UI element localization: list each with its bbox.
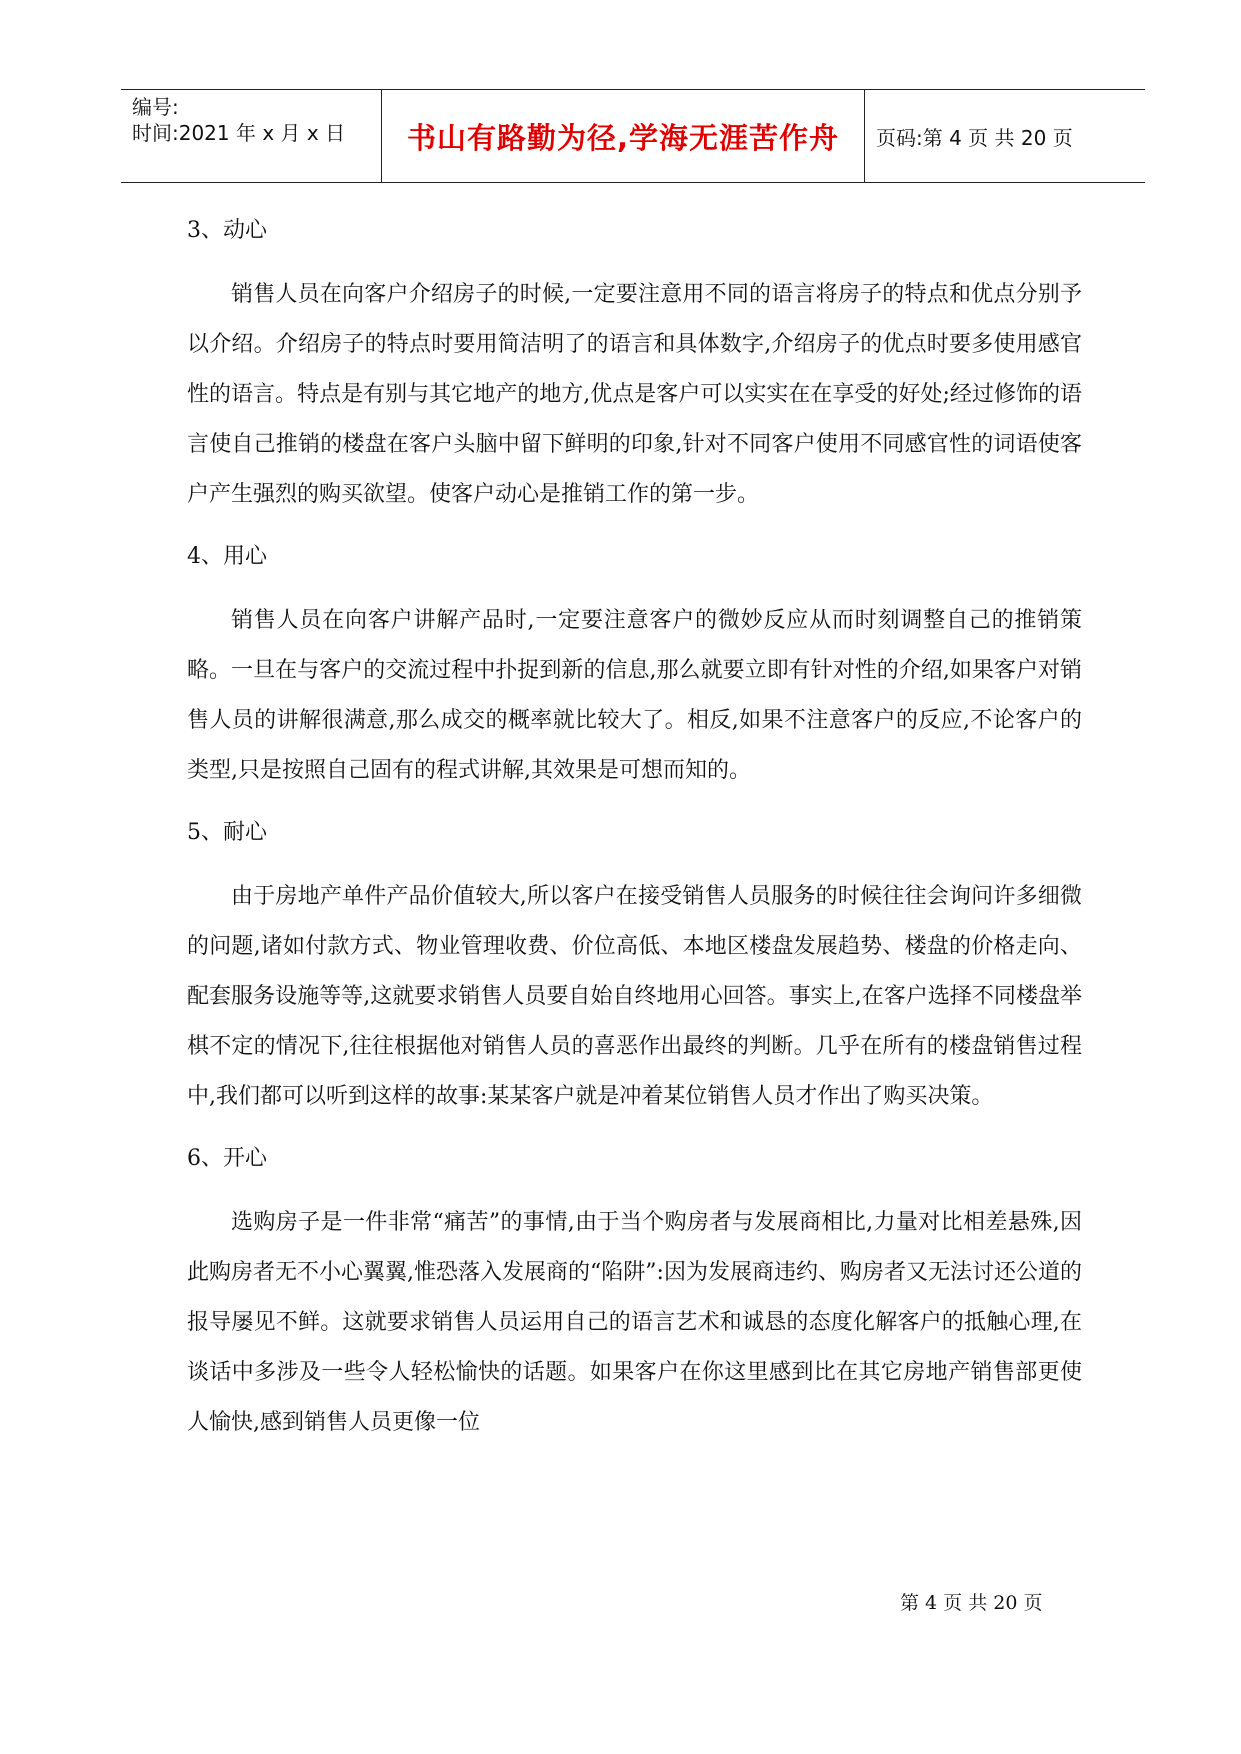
- section-paragraph: 由于房地产单件产品价值较大,所以客户在接受销售人员服务的时候往往会询问许多细微的问题,诸如付款方式、物业管理收费、价位高低、本地区楼盘发展趋势、楼盘的价格走向、配套服务设施等等,这就要求销售人员要自始自终地用心回答。事实上,在客户选择不同楼盘举棋不定的情况下,往往根据他对销售人员的喜恶作出最终的判断。几乎在所有的楼盘销售过程中,我们都可以听到这样的故事:某某客户就是冲着某位销售人员才作出了购买决策。: [187, 884, 1082, 1109]
- section-paragraph: 销售人员在向客户讲解产品时,一定要注意客户的微妙反应从而时刻调整自己的推销策略。一旦在与客户的交流过程中扑捉到新的信息,那么就要立即有针对性的介绍,如果客户对销售人员的讲解很满意,那么成交的概率就比较大了。相反,如果不注意客户的反应,不论客户的类型,只是按照自己固有的程式讲解,其效果是可想而知的。: [187, 608, 1082, 783]
- page-footer: 第 4 页 共 20 页: [900, 1592, 1043, 1614]
- document-header: [121, 89, 1145, 183]
- header-number-label: 编号:: [132, 95, 179, 119]
- section-paragraph: 销售人员在向客户介绍房子的时候,一定要注意用不同的语言将房子的特点和优点分别予以介绍。介绍房子的特点时要用简洁明了的语言和具体数字,介绍房子的优点时要多使用感官性的语言。特点是有别与其它地产的地方,优点是客户可以实实在在享受的好处;经过修饰的语言使自己推销的楼盘在客户头脑中留下鲜明的印象,针对不同客户使用不同感官性的词语使客户产生强烈的购买欲望。使客户动心是推销工作的第一步。: [187, 282, 1082, 507]
- header-meta: [121, 90, 381, 182]
- document-body: [187, 206, 1082, 1460]
- section-heading: 5、耐心: [187, 820, 267, 845]
- section-heading: 3、动心: [187, 218, 267, 243]
- section-heading: 4、用心: [187, 544, 267, 569]
- header-time-label: 时间:2021 年 x 月 x 日: [132, 121, 346, 145]
- section-heading: 6、开心: [187, 1146, 267, 1171]
- header-page-code: 页码:第 4 页 共 20 页: [876, 125, 1073, 150]
- header-motto: 书山有路勤为径,学海无涯苦作舟: [381, 90, 865, 182]
- section-paragraph: 选购房子是一件非常“痛苦”的事情,由于当个购房者与发展商相比,力量对比相差悬殊,因此购房者无不小心翼翼,惟恐落入发展商的“陷阱”:因为发展商违约、购房者又无法讨还公道的报导屡见不鲜。这就要求销售人员运用自己的语言艺术和诚恳的态度化解客户的抵触心理,在谈话中多涉及一些令人轻松愉快的话题。如果客户在你这里感到比在其它房地产销售部更使人愉快,感到销售人员更像一位: [187, 1210, 1082, 1435]
